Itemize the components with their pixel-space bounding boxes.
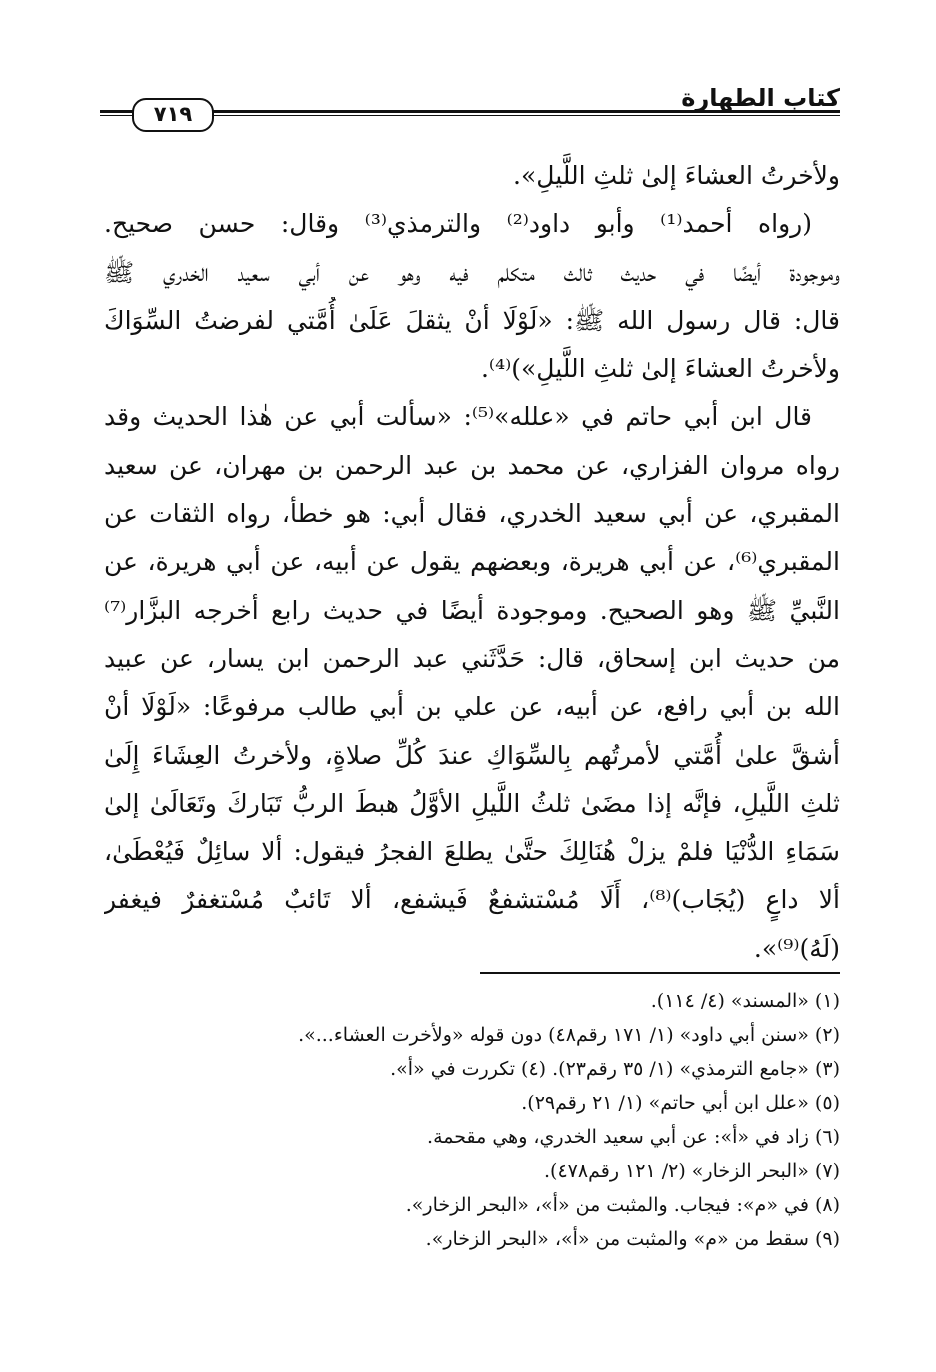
footnote: (٩) سقط من «م» والمثبت من «أ»، «البحر الزخار». (425, 1228, 840, 1250)
text-line: رواه مروان الفزاري، عن محمد بن عبد الرحمن بن مهران، عن سعيد (104, 450, 840, 480)
text-line: وموجودة أيضًا في حديث ثالث متكلم فيه وهو عن أبي سعيد الخدري ﷺ (104, 257, 840, 287)
page-number: ٧١٩ (132, 98, 214, 132)
main-text (104, 152, 840, 973)
footnote: (٨) في «م»: فيجاب. والمثبت من «أ»، «البحر الزخار». (405, 1194, 840, 1216)
text-line: المقبري⁽⁶⁾، عن أبي هريرة، وبعضهم يقول عن أبيه، عن أبي هريرة، عن (104, 547, 840, 577)
page-header (100, 80, 840, 128)
text-line: ثلثِ اللَّيلِ، فإنَّه إذا مضَىٰ ثلثُ اللَّيلِ الأوَّلُ هبطَ الربُّ تَبَاركَ وتَعَالَىٰ إلىٰ (104, 788, 840, 818)
text-line: المقبري، عن أبي سعيد الخدري، فقال أبي: هو خطأ، رواه الثقات عن (104, 499, 840, 529)
footnote: (٧) «البحر الزخار» (٢/ ١٢١ رقم٤٧٨). (544, 1160, 840, 1182)
footnote: (٥) «علل ابن أبي حاتم» (١/ ٢١ رقم٢٩). (521, 1092, 840, 1114)
footnote-separator (480, 972, 840, 974)
text-line: قال ابن أبي حاتم في «علله»⁽⁵⁾: «سألت أبي عن هٰذا الحديث وقد (104, 402, 813, 432)
text-line: قال: قال رسول الله ﷺ: «لَوْلَا أنْ يثقلَ عَلَىٰ أُمَّتي لفرضتُ السِّوَاكَ (104, 305, 840, 335)
text-line: من حديث ابن إسحاق، قال: حَدَّثَني عبد الرحمن ابن يسار، عن عبيد (104, 643, 840, 673)
footnote: (٦) زاد في «أ»: عن أبي سعيد الخدري، وهي مقحمة. (427, 1126, 840, 1148)
footnote: (٣) «جامع الترمذي» (١/ ٣٥ رقم٢٣). (٤) تكررت في «أ». (390, 1058, 840, 1080)
text-line: ألا داعٍ (يُجَاب)⁽⁸⁾، أَلَا مُسْتشفعٌ فَيشفع، ألا تَائبٌ مُسْتغفرٌ فيغفر (104, 885, 840, 915)
text-line: سَمَاءِ الدُّنْيَا فلمْ يزلْ هُنَالِكَ حتَّىٰ يطلعَ الفجرُ فيقول: ألا سائِلٌ فَيُعْطَىٰ، (104, 837, 840, 867)
text-line: أشقَّ علىٰ أُمَّتي لأمرتُهم بِالسِّوَاكِ عندَ كُلِّ صلاةٍ، ولأخرتُ العِشَاءَ إِلَىٰ (104, 740, 840, 770)
text-line: ولأخرتُ العشاءَ إلىٰ ثلثِ اللَّيلِ». (513, 161, 840, 190)
text-line: (لَهُ)⁽⁹⁾». (753, 933, 840, 963)
footnotes (160, 984, 840, 1256)
footnote: (١) «المسند» (٤/ ١١٤). (650, 990, 840, 1012)
footnote: (٢) «سنن أبي داود» (١/ ١٧١ رقم٤٨) دون قوله «ولأخرت العشاء...». (298, 1024, 840, 1046)
text-line: (رواه أحمد⁽¹⁾ وأبو داود⁽²⁾ والترمذي⁽³⁾ وقال: حسن صحيح. (104, 209, 812, 239)
running-title: كتاب الطهارة (681, 84, 840, 112)
text-line: النَّبيِّ ﷺ وهو الصحيح. وموجودة أيضًا في حديث رابع أخرجه البزَّار⁽⁷⁾ (104, 595, 840, 625)
text-line: الله بن أبي رافع، عن أبيه، عن علي بن أبي طالب مرفوعًا: «لَوْلَا أنْ (104, 692, 840, 722)
text-line: ولأخرتُ العشاءَ إلىٰ ثلثِ اللَّيلِ»)⁽⁴⁾. (480, 354, 840, 384)
